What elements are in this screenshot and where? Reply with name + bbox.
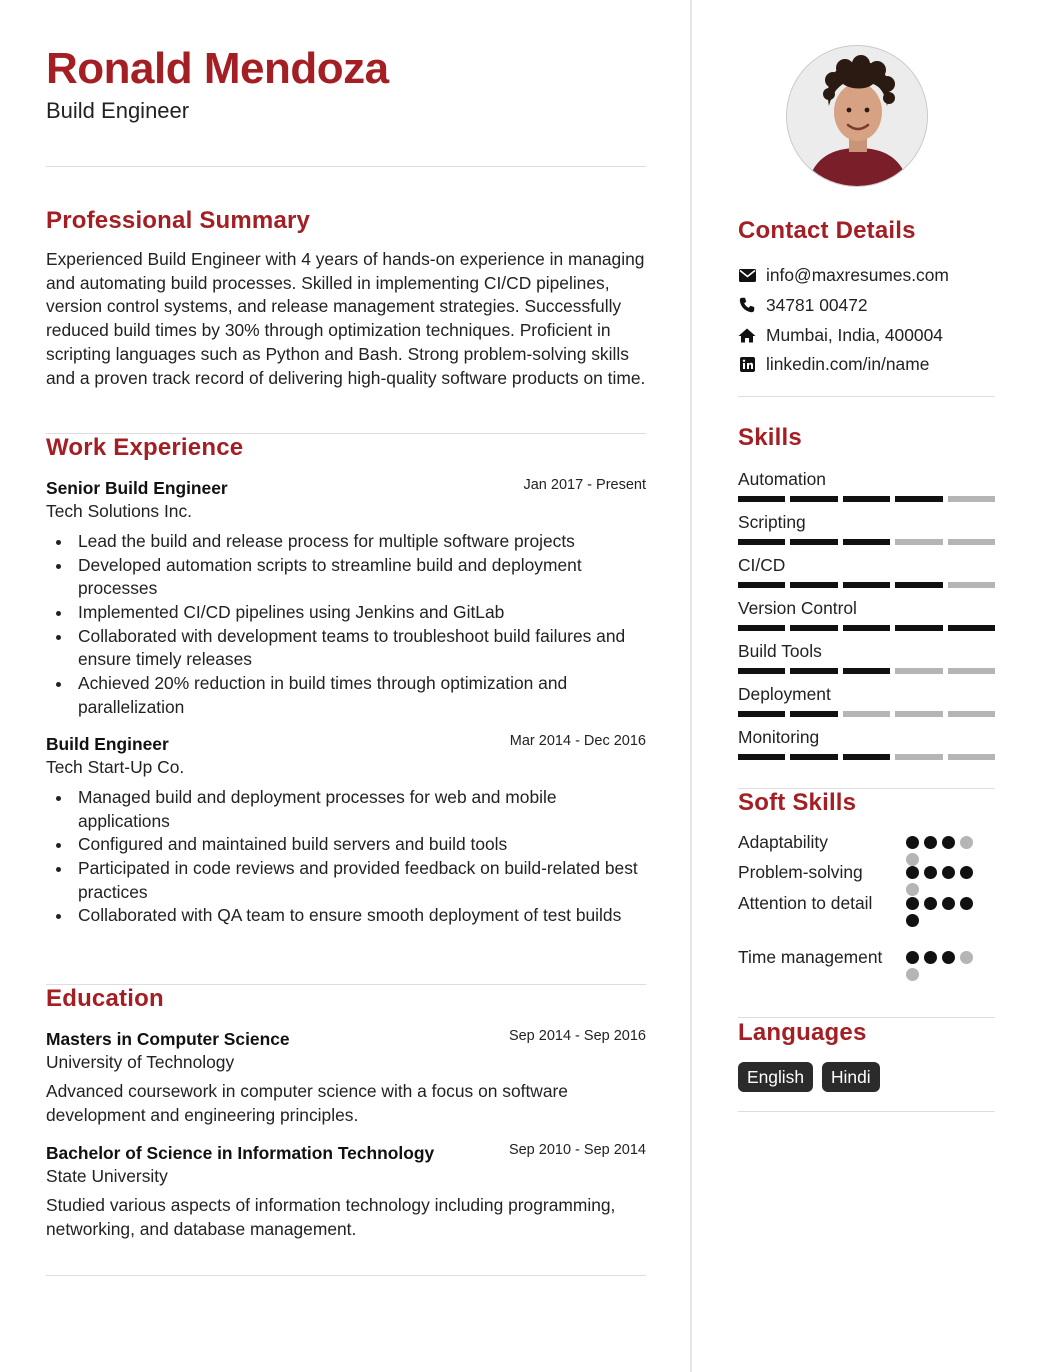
skill-level-bar [738,754,995,760]
skill-level-segment [738,711,785,717]
skill-label: Automation [738,469,826,489]
contact-divider [738,396,995,397]
edu-degree: Masters in Computer Science [46,1029,290,1049]
skill-level-segment [948,539,995,545]
rating-dot [906,836,919,849]
soft-skills-divider [738,1017,995,1018]
summary-heading: Professional Summary [46,207,311,234]
skill-label: CI/CD [738,555,786,575]
skill-label: Build Tools [738,641,822,661]
column-divider [690,0,692,1372]
skill-level-segment [948,625,995,631]
edu-description: Advanced coursework in computer science with a focus on software development and engineering principles. [46,1081,568,1125]
soft-skill-rating [906,897,978,927]
job-title: Build Engineer [46,734,169,754]
job-company: Tech Solutions Inc. [46,501,192,521]
list-item: Participated in code reviews and provided feedback on build-related best practices [78,857,646,904]
contact-address [738,323,943,347]
edu-description: Studied various aspects of information technology including programming, networking, and database management. [46,1195,616,1239]
avatar-illustration [787,46,928,187]
skill-level-segment [738,625,785,631]
rating-dot [942,897,955,910]
job-bullets [78,786,646,928]
skill-level-segment [790,754,837,760]
soft-skill-label: Problem-solving [738,862,863,882]
skill-level-segment [790,711,837,717]
soft-skill-label: Time management [738,947,883,967]
skill-level-bar [738,582,995,588]
rating-dot [960,951,973,964]
skill-label: Deployment [738,684,831,704]
rating-dot [924,866,937,879]
education-heading: Education [46,985,164,1012]
rating-dot [906,968,919,981]
rating-dot [960,897,973,910]
contact-phone[interactable] [738,293,868,317]
skill-level-segment [948,496,995,502]
skill-level-segment [843,668,890,674]
soft-skill-label: Attention to detail [738,893,873,913]
edu-school: University of Technology [46,1052,235,1072]
soft-skill-label: Adaptability [738,832,828,852]
edu-degree: Bachelor of Science in Information Technology [46,1143,435,1163]
skill-level-bar [738,539,995,545]
skill-level-segment [895,496,942,502]
soft-skill-rating [906,951,978,981]
soft-skill-rating [906,836,978,866]
skill-level-segment [738,754,785,760]
skill-level-segment [843,711,890,717]
list-item: Collaborated with development teams to troubleshoot build failures and ensure timely releases [78,625,646,672]
rating-dot [924,951,937,964]
contact-linkedin-text: linkedin.com/in/name [766,353,930,374]
rating-dot [906,897,919,910]
candidate-role: Build Engineer [46,98,190,123]
summary-text: Experienced Build Engineer with 4 years of hands-on experience in managing and automating build processes. Skilled in implementing CI/CD pipelines, version control systems, and release management strategies. Successfully reduced build times by 30% through optimization techniques. Proficient in scripting languages such as Python and Bash. Strong problem-solving skills and a proven track record of delivering high-quality software products on time. [46,249,646,388]
skill-level-segment [895,582,942,588]
skill-level-segment [843,496,890,502]
skill-level-segment [738,668,785,674]
list-item: Collaborated with QA team to ensure smooth deployment of test builds [78,904,646,928]
rating-dot [906,853,919,866]
experience-heading: Work Experience [46,434,244,461]
soft-skills-heading: Soft Skills [738,789,857,816]
skill-level-segment [843,582,890,588]
contact-heading: Contact Details [738,217,916,244]
rating-dot [906,866,919,879]
job-company: Tech Start-Up Co. [46,757,185,777]
skill-level-segment [843,625,890,631]
rating-dot [924,897,937,910]
skill-level-segment [790,539,837,545]
rating-dot [906,914,919,927]
list-item: Lead the build and release process for multiple software projects [78,530,646,554]
skill-level-segment [790,625,837,631]
list-item: Developed automation scripts to streamline build and deployment processes [78,554,646,601]
skill-level-segment [790,496,837,502]
languages-divider [738,1111,995,1112]
rating-dot [906,951,919,964]
contact-address-text: Mumbai, India, 400004 [766,324,943,345]
skill-level-bar [738,496,995,502]
skills-heading: Skills [738,424,802,451]
phone-icon [738,296,756,314]
edu-date: Sep 2010 - Sep 2014 [508,1142,646,1158]
skill-label: Scripting [738,512,806,532]
contact-phone-text: 34781 00472 [766,294,868,315]
skill-level-segment [895,539,942,545]
skill-level-segment [895,668,942,674]
language-tag: English [738,1062,813,1092]
edu-school: State University [46,1166,168,1186]
skill-label: Version Control [738,598,857,618]
skill-level-bar [738,625,995,631]
skill-level-segment [948,668,995,674]
skill-level-segment [790,582,837,588]
skill-level-segment [948,711,995,717]
avatar [786,45,928,187]
list-item: Achieved 20% reduction in build times through optimization and parallelization [78,672,646,719]
job-date: Jan 2017 - Present [523,477,646,493]
skill-level-segment [948,754,995,760]
edu-date: Sep 2014 - Sep 2016 [508,1028,646,1044]
languages-heading: Languages [738,1019,867,1046]
contact-linkedin[interactable] [738,352,929,376]
skill-level-bar [738,711,995,717]
rating-dot [924,836,937,849]
skill-level-segment [895,711,942,717]
list-item: Managed build and deployment processes for web and mobile applications [78,786,646,833]
list-item: Configured and maintained build servers and build tools [78,833,646,857]
skill-level-segment [790,668,837,674]
candidate-name: Ronald Mendoza [46,44,389,93]
linkedin-icon [738,355,756,373]
rating-dot [960,836,973,849]
soft-skill-rating [906,866,978,896]
skill-level-segment [843,539,890,545]
contact-email-text: info@maxresumes.com [766,264,949,285]
skill-level-segment [738,582,785,588]
job-bullets [78,530,646,719]
rating-dot [906,883,919,896]
list-item: Implemented CI/CD pipelines using Jenkins and GitLab [78,601,646,625]
home-icon [738,326,756,344]
job-title: Senior Build Engineer [46,478,228,498]
education-divider [46,1275,646,1276]
envelope-icon [738,266,756,284]
skill-label: Monitoring [738,727,820,747]
rating-dot [942,836,955,849]
language-tag: Hindi [822,1062,880,1092]
skill-level-segment [895,754,942,760]
skill-level-segment [843,754,890,760]
header-divider [46,166,646,167]
rating-dot [942,951,955,964]
skill-level-bar [738,668,995,674]
skill-level-segment [738,539,785,545]
job-date: Mar 2014 - Dec 2016 [509,733,646,749]
rating-dot [960,866,973,879]
rating-dot [942,866,955,879]
skill-level-segment [738,496,785,502]
contact-email[interactable] [738,263,949,287]
skill-level-segment [895,625,942,631]
skill-level-segment [948,582,995,588]
